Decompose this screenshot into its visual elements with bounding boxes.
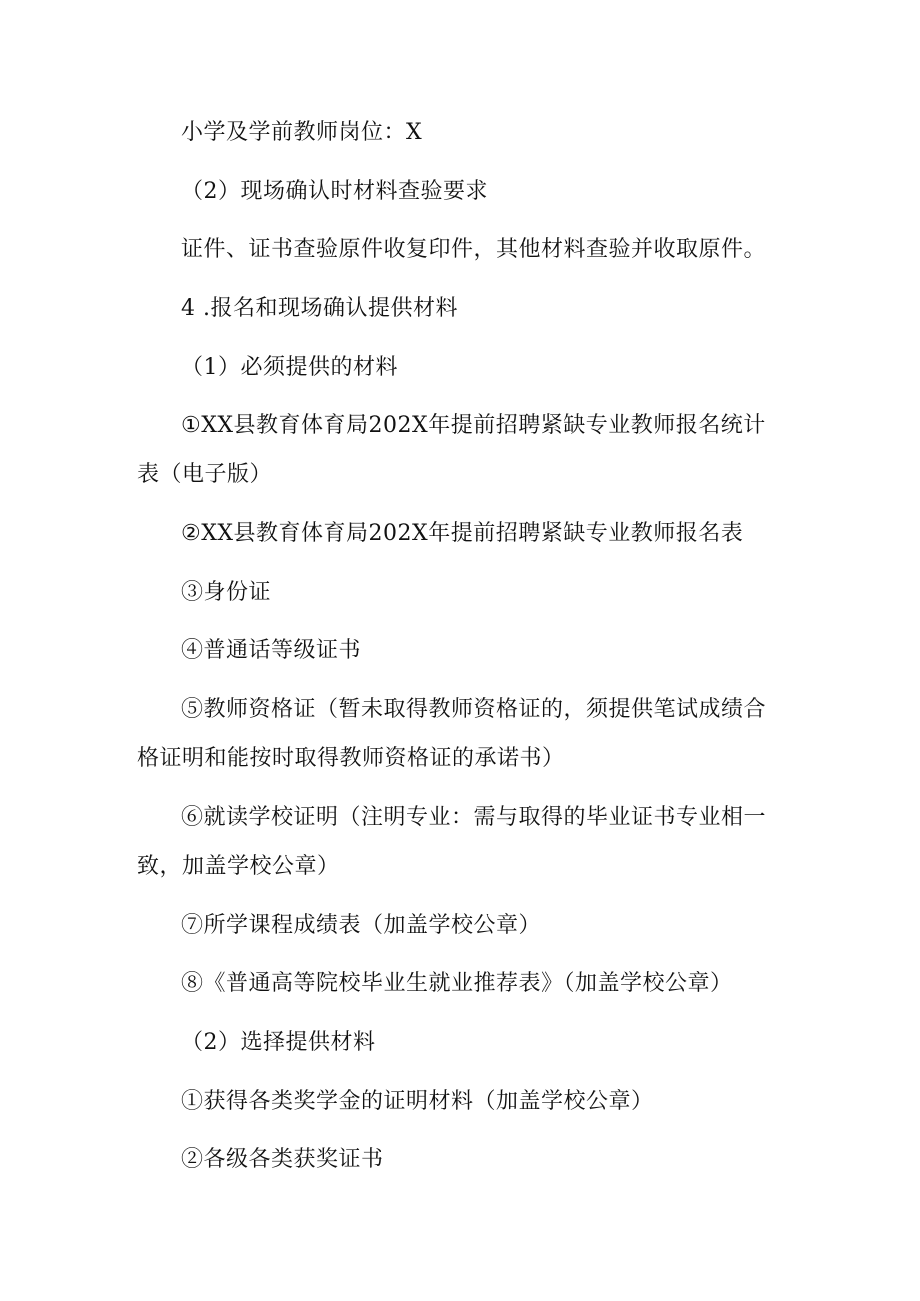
text-line: 4 .报名和现场确认提供材料: [181, 296, 458, 321]
text-line: ⑥就读学校证明（注明专业：需与取得的毕业证书专业相一: [181, 805, 767, 830]
text-line: 格证明和能按时取得教师资格证的承诺书）: [137, 746, 565, 771]
text-line: ①XX县教育体育局202X年提前招聘紧缺专业教师报名统计: [181, 413, 766, 438]
text-line: ③身份证: [181, 580, 272, 605]
text-line: ⑧《普通高等院校毕业生就业推荐表》（加盖学校公章）: [181, 971, 733, 996]
text-line: ①获得各类奖学金的证明材料（加盖学校公章）: [181, 1089, 654, 1114]
text-line: ④普通话等级证书: [181, 638, 362, 663]
text-line: ⑦所学课程成绩表（加盖学校公章）: [181, 913, 542, 938]
text-line: 小学及学前教师岗位：X: [181, 120, 423, 145]
text-line: ②各级各类获奖证书: [181, 1147, 384, 1172]
text-line: 表（电子版）: [137, 462, 273, 487]
text-line: 证件、证书查验原件收复印件，其他材料查验并收取原件。: [181, 237, 767, 262]
text-line: 致，加盖学校公章）: [137, 854, 340, 879]
text-line: ⑤教师资格证（暂未取得教师资格证的，须提供笔试成绩合: [181, 697, 767, 722]
text-line: （1）必须提供的材料: [181, 355, 398, 380]
text-line: （2）现场确认时材料查验要求: [181, 179, 488, 204]
text-line: ②XX县教育体育局202X年提前招聘紧缺专业教师报名表: [181, 521, 744, 546]
text-line: （2）选择提供材料: [181, 1030, 376, 1055]
